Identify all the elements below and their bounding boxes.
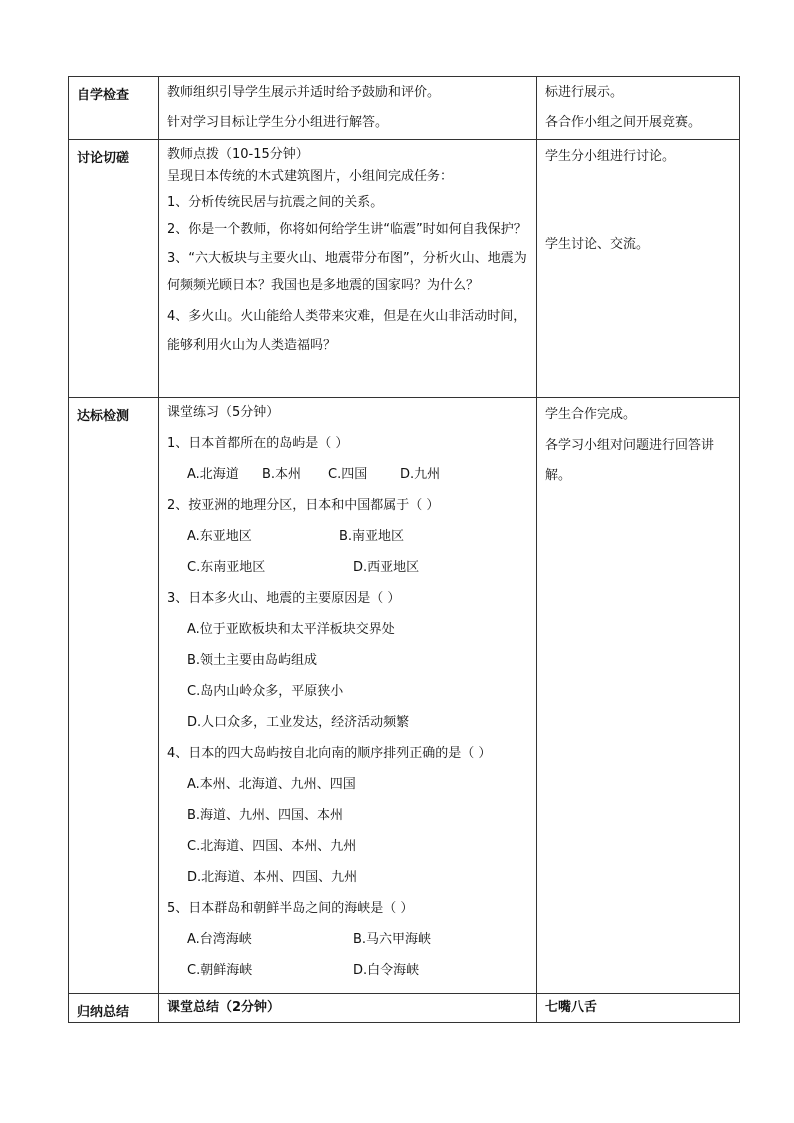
teacher-cell-summary: 课堂总结（2分钟）: [159, 994, 537, 1023]
row-label-summary: 归纳总结: [69, 994, 159, 1023]
table-row-assessment: [69, 398, 740, 994]
option: A.东亚地区: [187, 529, 252, 544]
text-line: 4、多火山。火山能给人类带来灾难，但是在火山非活动时间，能够利用火山为人类造福吗？: [167, 309, 527, 353]
question-stem: 2、按亚洲的地理分区，日本和中国都属于（ ）: [167, 498, 440, 513]
option-row: [167, 932, 536, 948]
option-row: [167, 467, 536, 483]
table-row-discussion: [69, 140, 740, 398]
teacher-cell-assessment: [159, 398, 537, 994]
option: A.北海道: [187, 467, 239, 482]
row-label-self-check: 自学检查: [69, 77, 159, 140]
option: B.南亚地区: [339, 529, 405, 544]
text-line: 3、“六大板块与主要火山、地震带分布图”，分析火山、地震为何频频光顾日本？我国也是多地震的国家吗？为什么？: [167, 251, 527, 293]
text-line: 呈现日本传统的木式建筑图片，小组间完成任务：: [167, 169, 454, 184]
student-cell-self-check: [537, 77, 740, 140]
option: C.岛内山岭众多，平原狭小: [187, 684, 344, 699]
option: B.本州: [262, 467, 302, 482]
option: C.四国: [328, 467, 368, 482]
option: D.白令海峡: [353, 963, 420, 978]
option-row: [167, 529, 536, 545]
row-label-discussion: 讨论切磋: [69, 140, 159, 398]
option: C.朝鲜海峡: [187, 963, 253, 978]
student-cell-discussion: [537, 140, 740, 398]
option: B.海道、九州、四国、本州: [187, 808, 344, 823]
row-label-assessment: 达标检测: [69, 398, 159, 994]
option: D.西亚地区: [353, 560, 420, 575]
text-line: 学生分小组进行讨论。: [545, 149, 676, 164]
text-line: 针对学习目标让学生分小组进行解答。: [167, 115, 389, 130]
question-stem: 3、日本多火山、地震的主要原因是（ ）: [167, 591, 401, 606]
option: A.台湾海峡: [187, 932, 252, 947]
option: B.领土主要由岛屿组成: [187, 653, 318, 668]
option: A.位于亚欧板块和太平洋板块交界处: [187, 622, 395, 637]
option: D.人口众多，工业发达，经济活动频繁: [187, 715, 410, 730]
option: C.北海道、四国、本州、九州: [187, 839, 357, 854]
question-stem: 5、日本群岛和朝鲜半岛之间的海峡是（ ）: [167, 901, 414, 916]
text-line: 学生合作完成。: [545, 407, 637, 422]
option-row: [167, 963, 536, 979]
text-line: 标进行展示。: [545, 85, 624, 100]
student-cell-assessment: [537, 398, 740, 994]
option-row: [167, 560, 536, 576]
text-line: 教师点拨（10-15分钟）: [167, 147, 309, 162]
text-line: 课堂练习（5分钟）: [167, 405, 280, 420]
option: D.九州: [400, 467, 441, 482]
option: B.马六甲海峡: [353, 932, 432, 947]
teacher-cell-self-check: [159, 77, 537, 140]
lesson-plan-table: [68, 76, 740, 1023]
student-cell-summary: 七嘴八舌: [537, 994, 740, 1023]
text-line: 2、你是一个教师，你将如何给学生讲“临震”时如何自我保护？: [167, 222, 527, 237]
text-line: 1、分析传统民居与抗震之间的关系。: [167, 195, 384, 210]
text-line: 各学习小组对问题进行回答讲解。: [545, 438, 715, 483]
text-line: 教师组织引导学生展示并适时给予鼓励和评价。: [167, 85, 441, 100]
option: C.东南亚地区: [187, 560, 266, 575]
option: D.北海道、本州、四国、九州: [187, 870, 358, 885]
question-stem: 4、日本的四大岛屿按自北向南的顺序排列正确的是（ ）: [167, 746, 492, 761]
text-line: 各合作小组之间开展竞赛。: [545, 115, 702, 130]
table-row-summary: [69, 994, 740, 1023]
table-row-self-check: [69, 77, 740, 140]
teacher-cell-discussion: [159, 140, 537, 398]
text-line: 学生讨论、交流。: [545, 237, 650, 252]
option: A.本州、北海道、九州、四国: [187, 777, 356, 792]
question-stem: 1、日本首都所在的岛屿是（ ）: [167, 436, 349, 451]
